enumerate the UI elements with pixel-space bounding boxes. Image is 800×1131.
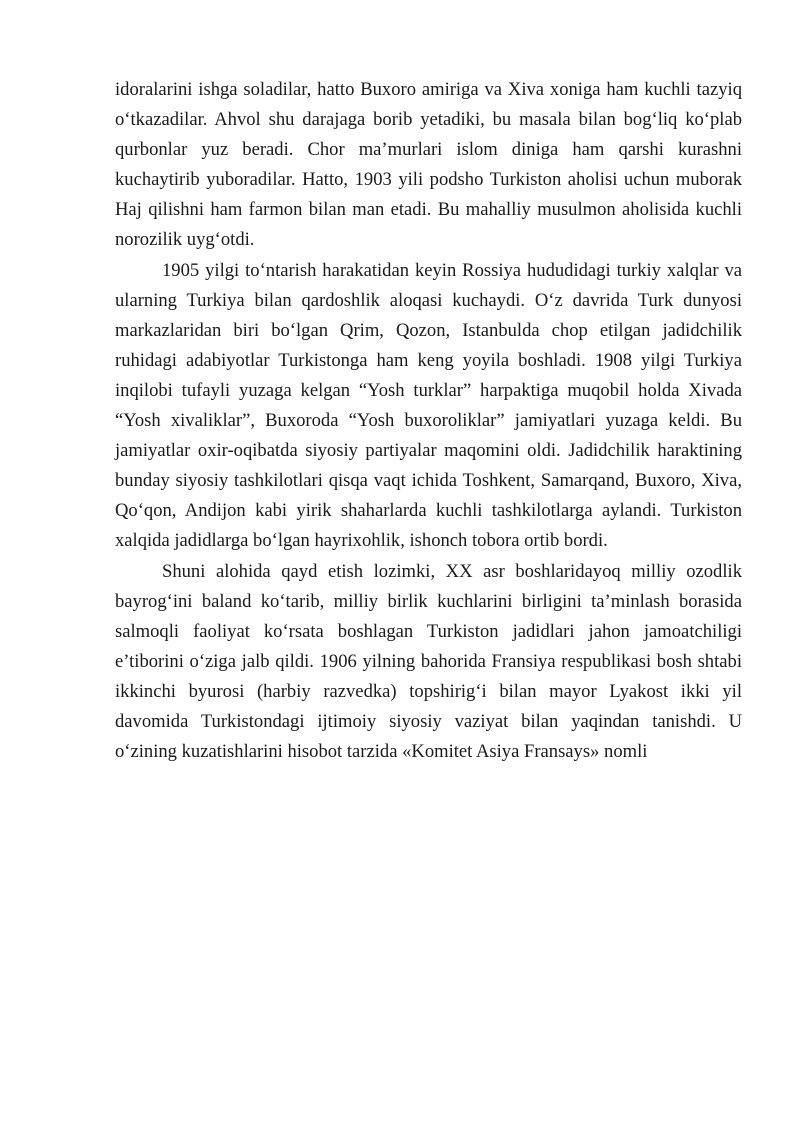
document-page (115, 75, 742, 767)
paragraph-1: idoralarini ishga soladilar, hatto Buxoro amiriga va Xiva xoniga ham kuchli tazyiq o‘tkazadilar. Ahvol shu darajaga borib yetadiki, bu masala bilan bog‘liq ko‘plab qurbonlar yuz beradi. Chor ma’murlari islom diniga ham qarshi kurashni kuchaytirib yuboradilar. Hatto, 1903 yili podsho Turkiston aholisi uchun muborak Haj qilishni ham farmon bilan man etadi. Bu mahalliy musulmon aholisida kuchli norozilik uyg‘otdi. (115, 79, 742, 251)
paragraph-3: Shuni alohida qayd etish lozimki, XX asr boshlaridayoq milliy ozodlik bayrog‘ini baland ko‘tarib, milliy birlik kuchlarini birligini ta’minlash borasida salmoqli faoliyat ko‘rsata boshlagan Turkiston jadidlari jahon jamoatchiligi e’tiborini o‘ziga jalb qildi. 1906 yilning bahorida Fransiya respublikasi bosh shtabi ikkinchi byurosi (harbiy razvedka) topshirig‘i bilan mayor Lyakost ikki yil davomida Turkistondagi ijtimoiy siyosiy vaziyat bilan yaqindan tanishdi. U o‘zining kuzatishlarini hisobot tarzida «Komitet Asiya Fransays» nomli (115, 560, 742, 763)
paragraph-2: 1905 yilgi to‘ntarish harakatidan keyin Rossiya hududidagi turkiy xalqlar va ularning Turkiya bilan qardoshlik aloqasi kuchaydi. O‘z davrida Turk dunyosi markazlaridan biri bo‘lgan Qrim, Qozon, Istanbulda chop etilgan jadidchilik ruhidagi adabiyotlar Turkistonga ham keng yoyila boshladi. 1908 yilgi Turkiya inqilobi tufayli yuzaga kelgan “Yosh turklar” harpaktiga muqobil holda Xivada “Yosh xivaliklar”, Buxoroda “Yosh buxoroliklar” jamiyatlari yuzaga keldi. Bu jamiyatlar oxir-oqibatda siyosiy partiyalar maqomini oldi. Jadidchilik haraktining bunday siyosiy tashkilotlari qisqa vaqt ichida Toshkent, Samarqand, Buxoro, Xiva, Qo‘qon, Andijon kabi yirik shaharlarda kuchli tashkilotlarga aylandi. Turkiston xalqida jadidlarga bo‘lgan hayrixohlik, ishonch tobora ortib bordi. (115, 259, 742, 552)
